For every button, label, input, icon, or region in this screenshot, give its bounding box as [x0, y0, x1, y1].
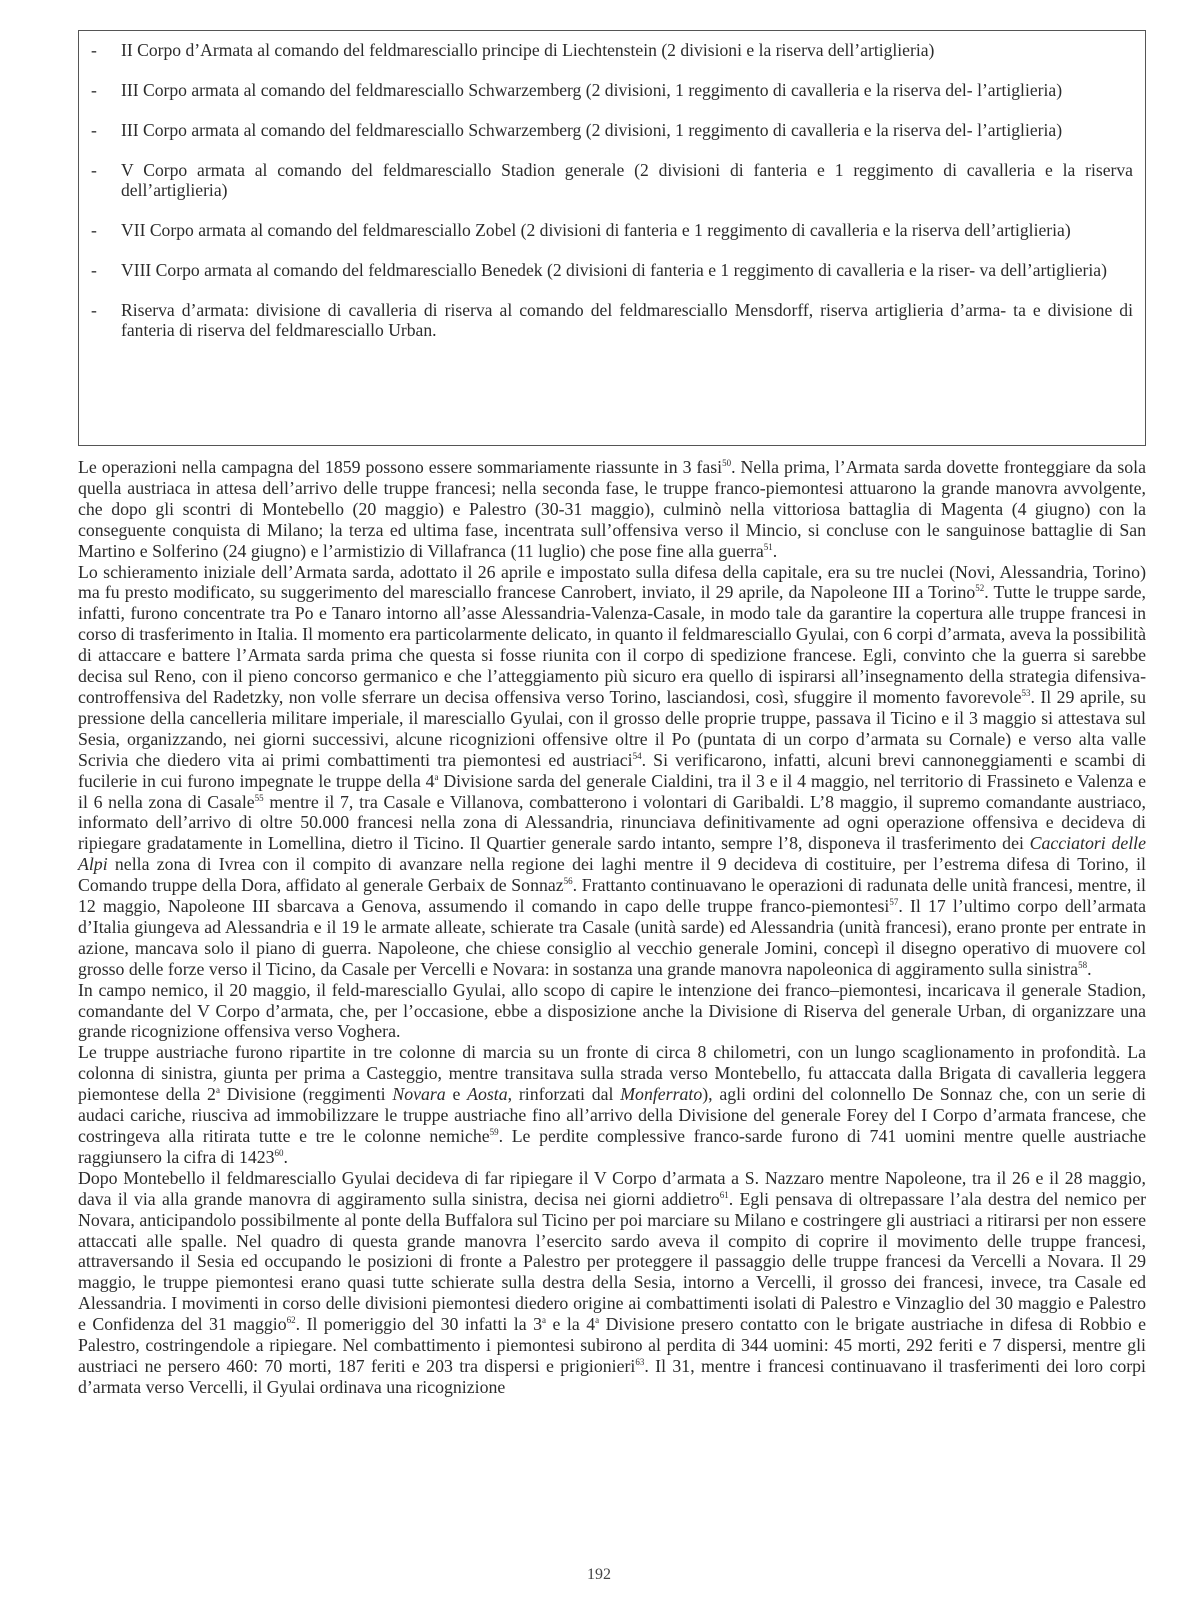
list-dash: - [91, 160, 97, 180]
ordinal-suffix: a [215, 1085, 220, 1096]
text-run: . Nella prima, l’Armata sarda dovette fronteggiare da sola quella austriaca in attesa dell’arrivo delle truppe francesi; nella seconda fase, le truppe franco-piemontesi attuarono la grande manovra avvolgente, che dopo gli scontri di Montebello (20 maggio) e Palestro (30-31 maggio), culminò nella vittoriosa battaglia di Magenta (4 giugno) con la conseguente conquista di Milano; la terza ed ultima fase, incentrata sull’offensiva verso il Mincio, si concluse con le sanguinose battaglie di San Martino e Solferino (24 giugno) e l’armistizio di Villafranca (11 luglio) che pose fine alla guerra [78, 457, 1146, 561]
text-run: . Il 29 aprile, su pressione della cancelleria militare imperiale, il maresciallo Gyulai, con il grosso delle proprie truppe, passava il Ticino e il 3 maggio si attestava sul Sesia, organizzando, nei giorni successivi, alcune ricognizioni offensive oltre il Po (puntata di un corpo d’armata su Cornale) e verso alta valle Scrivia che diedero vita ai primi combattimenti tra piemontesi ed austriaci [78, 686, 1146, 770]
text-run: . Il pomeriggio del 30 infatti la 3 [295, 1314, 543, 1335]
list-item-text: VII Corpo armata al comando del feldmaresciallo Zobel (2 divisioni di fanteria e 1 reggimento di cavalleria e la riserva dell’artiglieria) [121, 220, 1071, 240]
footnote-ref: 51 [763, 541, 773, 552]
text-run: Lo schieramento iniziale dell’Armata sarda, adottato il 26 aprile e impostato sulla difesa della capitale, era su tre nuclei (Novi, Alessandria, Torino) ma fu presto modificato, su suggerimento del maresciallo francese Canrobert, inviato, il 29 aprile, da Napoleone III a Torino [78, 561, 1146, 603]
list-dash: - [91, 220, 97, 240]
ordinal-suffix: a [542, 1315, 547, 1326]
list-item [91, 220, 1133, 240]
footnote-ref: 60 [274, 1147, 284, 1158]
page-number: 192 [587, 1566, 611, 1583]
footnote-ref: 55 [254, 792, 264, 803]
text-run: . Frattanto continuavano le operazioni di radunata delle unità francesi, mentre, il 12 maggio, Napoleone III sbarcava a Genova, assumendo il comando in capo delle truppe franco-piemontesi [78, 875, 1146, 917]
text-run: ), agli ordini del colonnello De Sonnaz che, con un serie di audaci cariche, riusciva ad immobilizzare le truppe austriache fino all’arrivo della Divisione del generale Forey del I Corpo d’armata francese, che costringeva alla ritirata tutte e tre le colonne nemiche [78, 1084, 1146, 1146]
footnote-ref: 63 [635, 1357, 645, 1368]
list-item [91, 80, 1133, 100]
text-run: . [1087, 958, 1092, 979]
list-item-text: III Corpo armata al comando del feldmaresciallo Schwarzemberg (2 divisioni, 1 reggimento di cavalleria e la riserva del- l’artiglieria) [121, 80, 1063, 100]
text-run: Divisione sarda del generale Cialdini, tra il 3 e il 4 maggio, nel territorio di Frassineto e Valenza e il 6 nella zona di Casale [78, 770, 1146, 812]
text-run: . Il 31, mentre i francesi continuavano il trasferimenti dei loro corpi d’armata verso Vercelli, il Gyulai ordinava una ricognizione [78, 1355, 1146, 1397]
italic-regiment-name: Aosta [467, 1084, 508, 1105]
text-run: Le truppe austriache furono ripartite in tre colonne di marcia su un fronte di circa 8 chilometri, con un lungo scaglionamento in profondità. La colonna di sinistra, giunta per prima a Casteggio, mentre transitava sulla strada verso Montebello, fu attaccata dalla Brigata di cavalleria leggera piemontese della 2 [78, 1042, 1146, 1105]
italic-unit-name: Cacciatori delle Alpi [78, 833, 1146, 875]
italic-regiment-name: Monferrato [620, 1084, 703, 1105]
footnote-ref: 57 [889, 897, 899, 908]
text-run: . Si verificarono, infatti, alcuni brevi cannoneggiamenti e scambi di fucilerie in cui furono impegnate le truppe della 4 [78, 749, 1146, 791]
list-item [91, 40, 1133, 60]
text-run: Dopo Montebello il feldmaresciallo Gyulai decideva di far ripiegare il V Corpo d’armata a S. Nazzaro mentre Napoleone, tra il 26 e il 28 maggio, dava il via alla grande manovra di aggiramento sulla sinistra, decisa nei giorni addietro [78, 1167, 1146, 1209]
text-run: . [772, 540, 778, 561]
paragraph-3: In campo nemico, il 20 maggio, il feld-maresciallo Gyulai, allo scopo di capire le intenzione dei franco–piemontesi, incaricava il generale Stadion, comandante del V Corpo d’armata, che, per l’occasione, ebbe a disposizione anche la Divisione di Riserva del generale Urban, di organizzare una grande ricognizione offensiva verso Voghera. [78, 979, 1146, 1042]
ordinal-suffix: a [434, 771, 439, 782]
text-run: Divisione presero contatto con le brigate austriache in difesa di Robbio e Palestro, costringendole a ripiegare. Nel combattimento i piemontesi subirono al perdita di 344 uomini: 45 morti, 292 feriti e 7 dispersi, mentre gli austriaci ne persero 460: 70 morti, 187 feriti e 203 tra dispersi e prigionieri [78, 1314, 1146, 1376]
footnote-ref: 56 [563, 876, 573, 887]
footnote-ref: 54 [632, 750, 642, 761]
list-dash: - [91, 40, 97, 60]
list-dash: - [91, 300, 97, 320]
ordinal-suffix: a [595, 1315, 600, 1326]
list-item [91, 160, 1133, 200]
footnote-ref: 53 [1021, 688, 1031, 699]
paragraph-4 [78, 1042, 1146, 1167]
list-dash: - [91, 120, 97, 140]
text-run: , rinforzati dal [507, 1084, 621, 1105]
text-run: Le operazioni nella campagna del 1859 possono essere sommariamente riassunte in 3 fasi [78, 457, 723, 477]
italic-regiment-name: Novara [392, 1084, 446, 1105]
footnote-ref: 62 [286, 1315, 296, 1326]
text-run: e [445, 1084, 468, 1105]
text-run: nella zona di Ivrea con il compito di avanzare nella regione dei laghi mentre il 9 decideva di costituire, per l’estrema difesa di Torino, il Comando truppe della Dora, affidato al generale Gerbaix de Sonnaz [78, 854, 1146, 896]
footnote-ref: 59 [489, 1127, 499, 1138]
text-run: . [283, 1146, 288, 1167]
list-item-text: V Corpo armata al comando del feldmaresciallo Stadion generale (2 divisioni di fanteria e 1 reggimento di cavalleria e la riserva dell’artiglieria) [121, 160, 1133, 200]
text-run: . Tutte le truppe sarde, infatti, furono concentrate tra Po e Tanaro intorno all’asse Alessandria-Valenza-Casale, in modo tale da garantire la copertura alle truppe francesi in corso di trasferimento in Italia. Il momento era particolarmente delicato, in quanto il feldmaresciallo Gyulai, con 6 corpi d’armata, aveva la possibilità di attaccare e battere l’Armata sarda prima che questa si fosse riunita con il corpo di spedizione francese. Egli, convinto che la guerra si sarebbe decisa sul Reno, con il pieno concorso germanico e che l’atteggiamento più sicuro era quello di ispirarsi all’insegnamento della strategia difensiva-controffensiva del Radetzky, non volle sferrare un decisa offensiva verso Torino, lasciandosi, così, sfuggire il momento favorevole [78, 582, 1146, 707]
list-dash: - [91, 80, 97, 100]
list-item [91, 260, 1133, 280]
list-item-text: II Corpo d’Armata al comando del feldmaresciallo principe di Liechtenstein (2 divisioni e la riserva dell’artiglieria) [121, 40, 935, 60]
list-item-text: VIII Corpo armata al comando del feldmaresciallo Benedek (2 divisioni di fanteria e 1 reggimento di cavalleria e la riser- va dell’artiglieria) [121, 260, 1107, 280]
paragraph-2 [78, 562, 1146, 980]
paragraph-5 [78, 1168, 1146, 1398]
text-run: mentre il 7, tra Casale e Villanova, combatterono i volontari di Garibaldi. L’8 maggio, il supremo comandante austriaco, informato dell’arrivo di oltre 50.000 francesi nella zona di Alessandria, rinunciava definitivamente ad ogni operazione offensiva e decideva di ripiegare gradatamente in Lomellina, dietro il Ticino. Il Quartier generale sardo intanto, sempre l’8, disponeva il trasferimento dei [78, 791, 1146, 854]
text-run: . Egli pensava di oltrepassare l’ala destra del nemico per Novara, anticipandolo possibilmente al ponte della Buffalora sul Ticino per poi marciare su Milano e costringere gli austriaci a ritirarsi per non essere attaccati alle spalle. Nel quadro di questa grande manovra l’esercito sardo aveva il compito di coprire il movimento delle truppe francesi, attraversando il Sesia ed occupando le posizioni di fronte a Palestro per proteggere il passaggio delle truppe francesi da Vercelli a Novara. Il 29 maggio, le truppe piemontesi erano quasi tutte schierate sulla destra della Sesia, intorno a Vercelli, il grosso dei francesi, invece, tra Casale ed Alessandria. I movimenti in corso delle divisioni piemontesi diedero origine ai combattimenti isolati di Palestro e Vinzaglio del 30 maggio e Palestro e Confidenza del 31 maggio [78, 1188, 1147, 1335]
list-item-text: Riserva d’armata: divisione di cavalleria di riserva al comando del feldmaresciallo Mensdorff, riserva artiglieria d’arma- ta e divisione di fanteria di riserva del feldmaresciallo Urban. [121, 300, 1133, 340]
footnote-ref: 50 [722, 458, 732, 469]
text-run: . Il 17 l’ultimo corpo dell’armata d’Italia giungeva ad Alessandria e il 19 le armate alleate, schierate tra Casale (unità sarde) ed Alessandria (unità francesi), erano pronte per entrate in azione, mancava solo il piano di guerra. Napoleone, che chiese consiglio al vecchio generale Jomini, concepì il disegno operativo di muovere col grosso delle forze verso il Ticino, da Casale per Vercelli e Novara: in sostanza una grande manovra napoleonica di aggiramento sulla sinistra [78, 896, 1146, 979]
text-run: Divisione (reggimenti [219, 1084, 393, 1105]
footnote-ref: 61 [719, 1189, 729, 1200]
footnote-ref: 58 [1078, 959, 1088, 970]
list-dash: - [91, 260, 97, 280]
body-text [78, 457, 1146, 1398]
list-item [91, 300, 1133, 340]
paragraph-1 [78, 457, 1146, 562]
order-of-battle-box [78, 30, 1146, 446]
list-item [91, 120, 1133, 140]
list-item-text: III Corpo armata al comando del feldmaresciallo Schwarzemberg (2 divisioni, 1 reggimento di cavalleria e la riserva del- l’artiglieria) [121, 120, 1063, 140]
text-run: e la 4 [546, 1314, 596, 1335]
footnote-ref: 52 [975, 583, 985, 594]
text-run: . Le perdite complessive franco-sarde furono di 741 uomini mentre quelle austriache raggiunsero la cifra di 1423 [78, 1126, 1146, 1167]
